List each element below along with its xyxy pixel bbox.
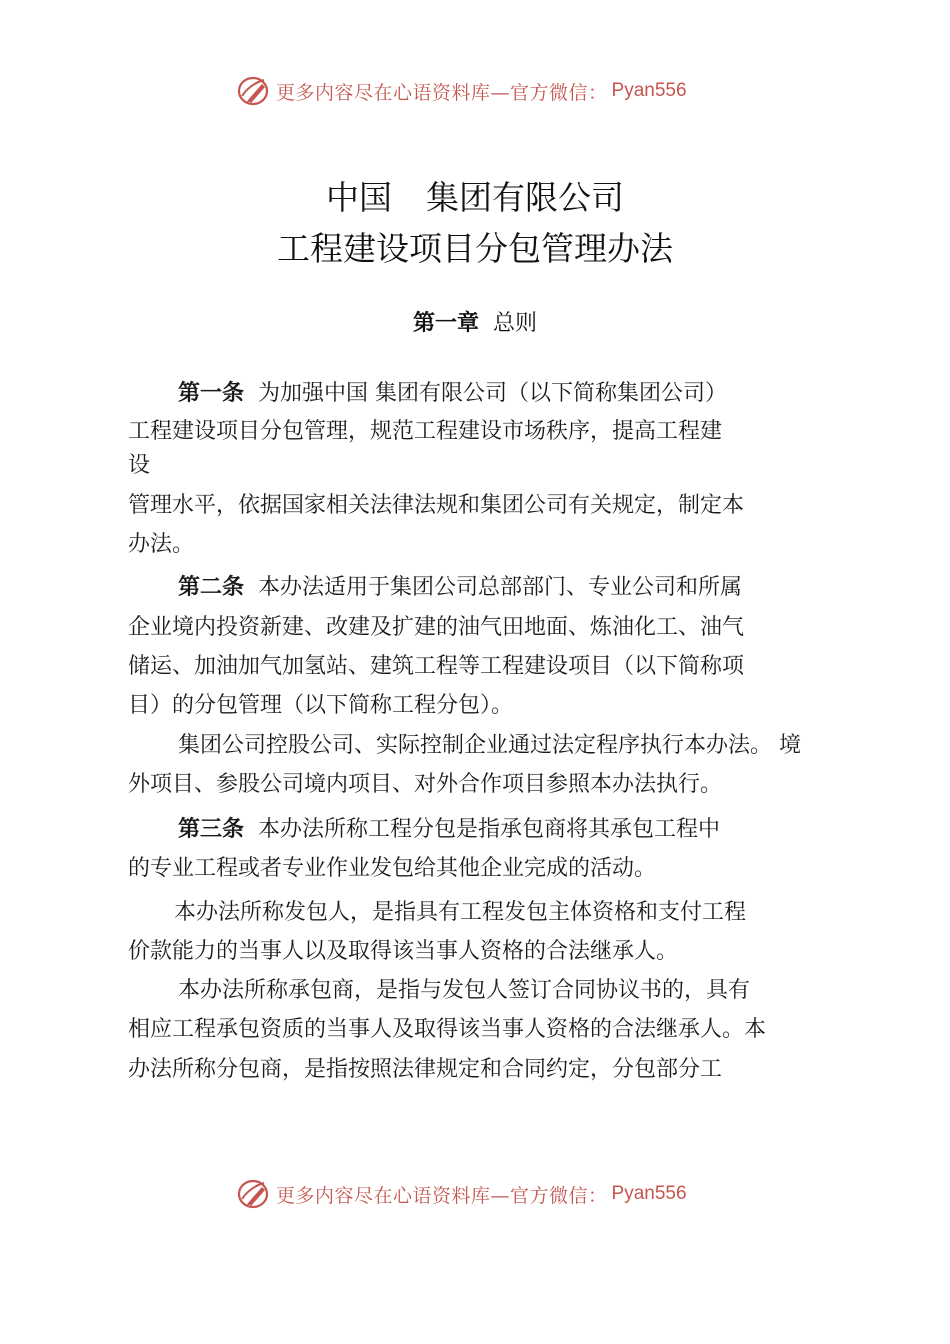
watermark-wechat-id: Pyan556	[611, 1183, 687, 1204]
watermark-text: 更多内容尽在心语资料库—官方微信：	[276, 81, 608, 104]
article-3-line-7: 办法所称分包商，是指按照法律规定和合同约定，分包部分工	[128, 1057, 723, 1082]
article-2-line-3: 储运、加油加气加氢站、建筑工程等工程建设项目（以下简称项	[128, 654, 745, 679]
article-3-line-3: 本办法所称发包人，是指具有工程发包主体资格和支付工程	[174, 900, 747, 925]
article-1-line-2: 工程建设项目分包管理，规范工程建设市场秩序，提高工程建	[128, 419, 723, 444]
watermark-bottom	[236, 1177, 756, 1211]
article-1-line-1	[178, 379, 727, 409]
chapter-name: 总则	[493, 311, 538, 336]
title-company-prefix: 中国	[326, 178, 392, 217]
article-2-label: 第二条	[178, 575, 245, 600]
watermark-top	[236, 74, 756, 108]
article-1-line-5: 办法。	[128, 532, 195, 557]
article-3-label: 第三条	[178, 817, 245, 842]
chapter-number: 第一章	[412, 311, 479, 336]
chapter-heading	[0, 306, 950, 337]
article-2-line-5: 集团公司控股公司、实际控制企业通过法定程序执行本办法。 境	[178, 733, 801, 758]
article-2-text-1: 本办法适用于集团公司总部部门、专业公司和所属	[258, 575, 743, 600]
article-3-line-6: 相应工程承包资质的当事人及取得该当事人资格的合法继承人。本	[128, 1017, 767, 1042]
article-2-line-1	[178, 573, 742, 603]
pen-logo-icon	[236, 1177, 272, 1211]
article-1-line-4: 管理水平，依据国家相关法律法规和集团公司有关规定，制定本	[128, 493, 745, 518]
article-3-line-5: 本办法所称承包商，是指与发包人签订合同协议书的，具有	[178, 978, 751, 1003]
article-3-line-2: 的专业工程或者专业作业发包给其他企业完成的活动。	[128, 856, 657, 881]
watermark-wechat-id: Pyan556	[611, 80, 687, 101]
document-title-line2: 工程建设项目分包管理办法	[277, 229, 673, 268]
article-3-line-4: 价款能力的当事人以及取得该当事人资格的合法继承人。	[128, 939, 679, 964]
title-company-suffix: 集团有限公司	[426, 178, 624, 217]
document-title-line1	[0, 172, 950, 219]
article-2-line-4: 目）的分包管理（以下简称工程分包）。	[128, 693, 514, 718]
watermark-text: 更多内容尽在心语资料库—官方微信：	[276, 1184, 608, 1207]
article-1-text-1: 为加强中国 集团有限公司（以下简称集团公司）	[258, 381, 728, 406]
article-3-line-1	[178, 815, 720, 845]
pen-logo-icon	[236, 74, 272, 108]
article-1-label: 第一条	[178, 381, 245, 406]
article-2-line-6: 外项目、参股公司境内项目、对外合作项目参照本办法执行。	[128, 772, 723, 797]
article-3-text-1: 本办法所称工程分包是指承包商将其承包工程中	[258, 817, 721, 842]
article-2-line-2: 企业境内投资新建、改建及扩建的油气田地面、炼油化工、油气	[128, 615, 745, 640]
article-1-line-3: 设	[128, 453, 151, 478]
